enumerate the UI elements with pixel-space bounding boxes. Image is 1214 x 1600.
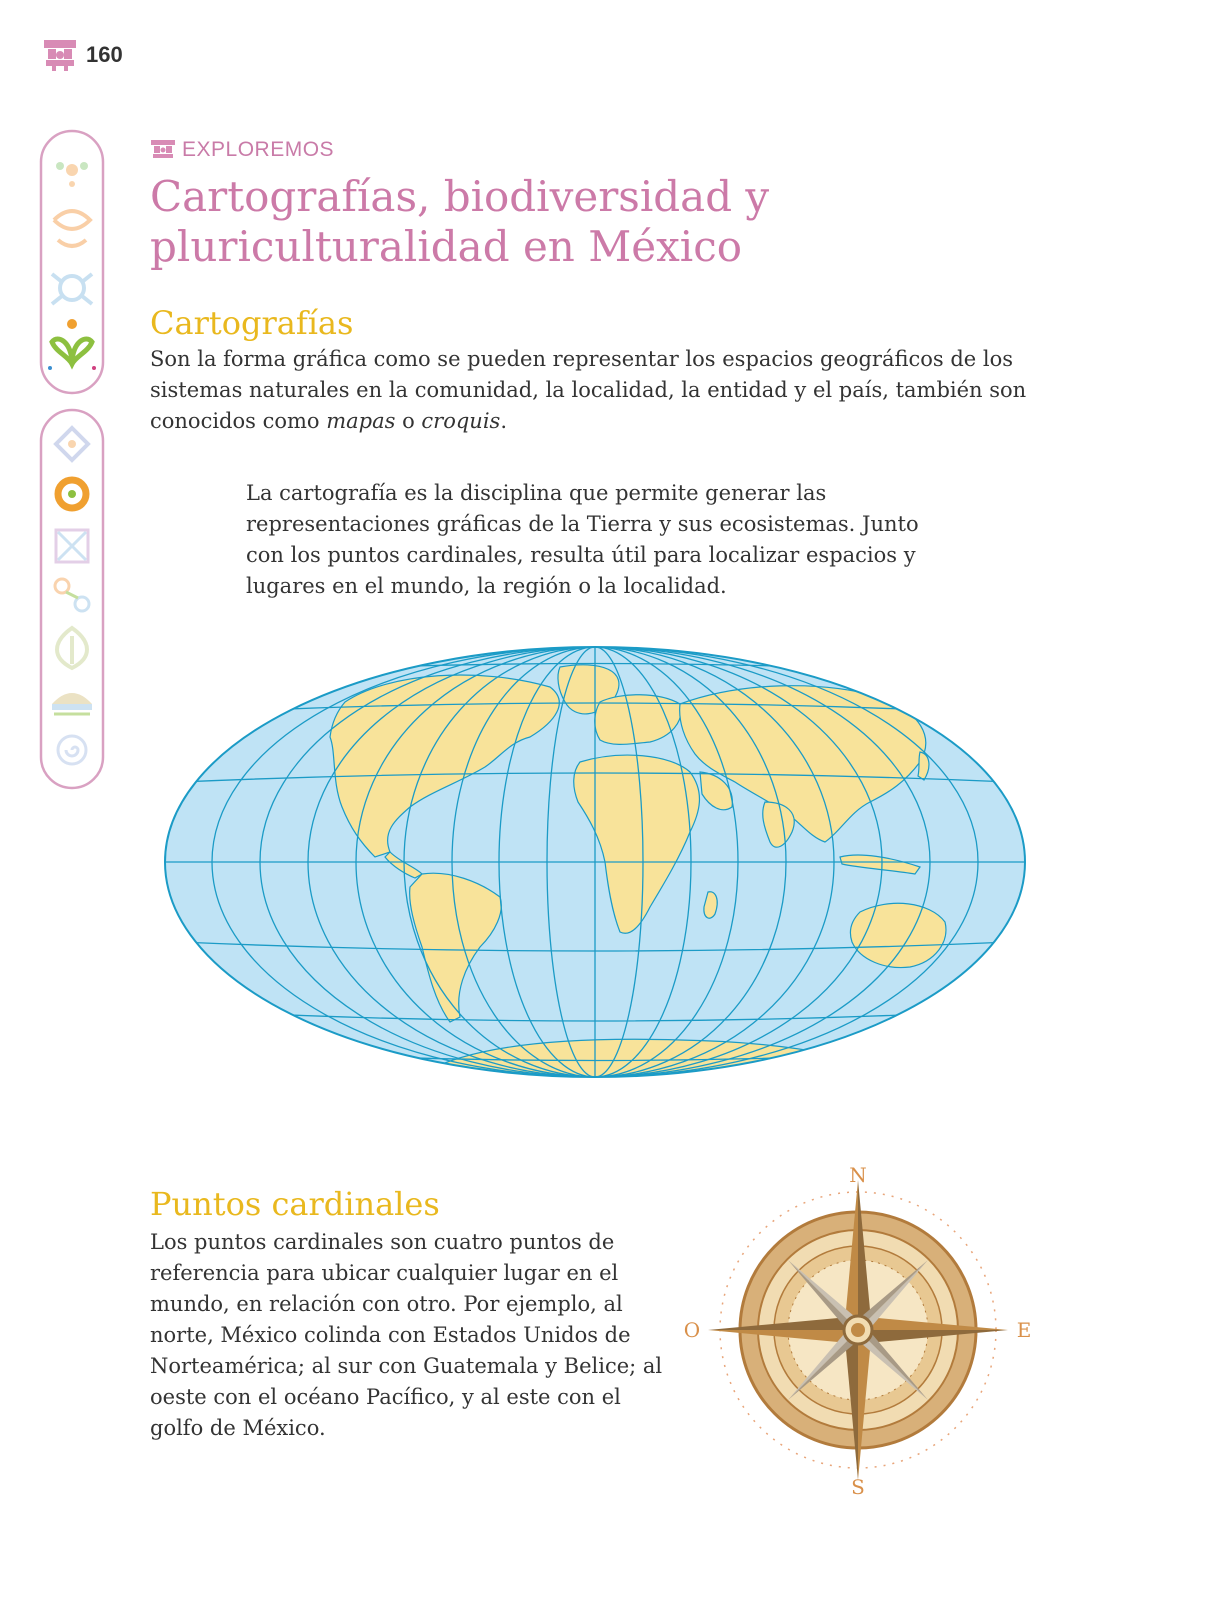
term-mapas: mapas: [326, 409, 396, 433]
compass-north-label: N: [849, 1163, 867, 1187]
compass-rose-icon: [680, 1160, 1040, 1500]
compass-east-label: E: [1016, 1318, 1032, 1342]
glyph-icon: [42, 38, 78, 72]
cartografias-text-join: o: [395, 409, 422, 433]
sidebar-icon-strip: [38, 128, 106, 792]
page-number-block: [42, 38, 123, 72]
sun-icon: [54, 211, 90, 246]
compass-west-label: O: [683, 1318, 701, 1342]
section-tag: [150, 138, 334, 162]
glyph-icon: [150, 139, 176, 161]
people-circle-icon: [52, 274, 92, 304]
cartografias-heading: Cartografías: [150, 304, 354, 342]
leaf-icon: [57, 628, 87, 668]
world-map: [160, 642, 1030, 1082]
cartografias-text-end: .: [500, 409, 508, 433]
puntos-cardinales-heading: Puntos cardinales: [150, 1185, 440, 1223]
landscape-icon: [52, 693, 92, 714]
sprout-icon: [48, 319, 96, 370]
knot-icon: [55, 579, 89, 611]
cartografias-text: Son la forma gráfica como se pueden representar los espacios geográficos de los sistemas naturales en la comunidad, la localidad, la entidad y el país, también son conocidos como: [150, 347, 1027, 433]
page-title: Cartografías, biodiversidad y pluriculturalidad en México: [150, 172, 770, 271]
ring-icon: [58, 480, 86, 508]
puntos-cardinales-paragraph: Los puntos cardinales son cuatro puntos de referencia para ubicar cualquier lugar en el mundo, en relación con otro. Por ejemplo, al norte, México colinda con Estados Unidos de Norteamérica; al sur con Guatemala y Belice; al oeste con el océano Pacífico, y al este con el golfo de México.: [150, 1230, 663, 1440]
compass-south-label: S: [851, 1475, 865, 1499]
section-tag-label: EXPLOREMOS: [182, 138, 335, 161]
seed-icon: [56, 162, 88, 187]
cartografias-paragraph: [150, 344, 1030, 437]
page-number: 160: [86, 42, 123, 67]
cartography-callout: La cartografía es la disciplina que permite generar las representaciones gráficas de la Tierra y sus ecosistemas. Junto con los puntos cardinales, resulta útil para localizar espacios y lugares en el mundo, la región o la localidad.: [246, 481, 919, 598]
term-croquis: croquis: [421, 409, 501, 433]
hourglass-icon: [56, 530, 88, 562]
new-zealand: [966, 972, 977, 994]
spiral-icon: [58, 736, 86, 764]
diamond-icon: [56, 428, 88, 460]
